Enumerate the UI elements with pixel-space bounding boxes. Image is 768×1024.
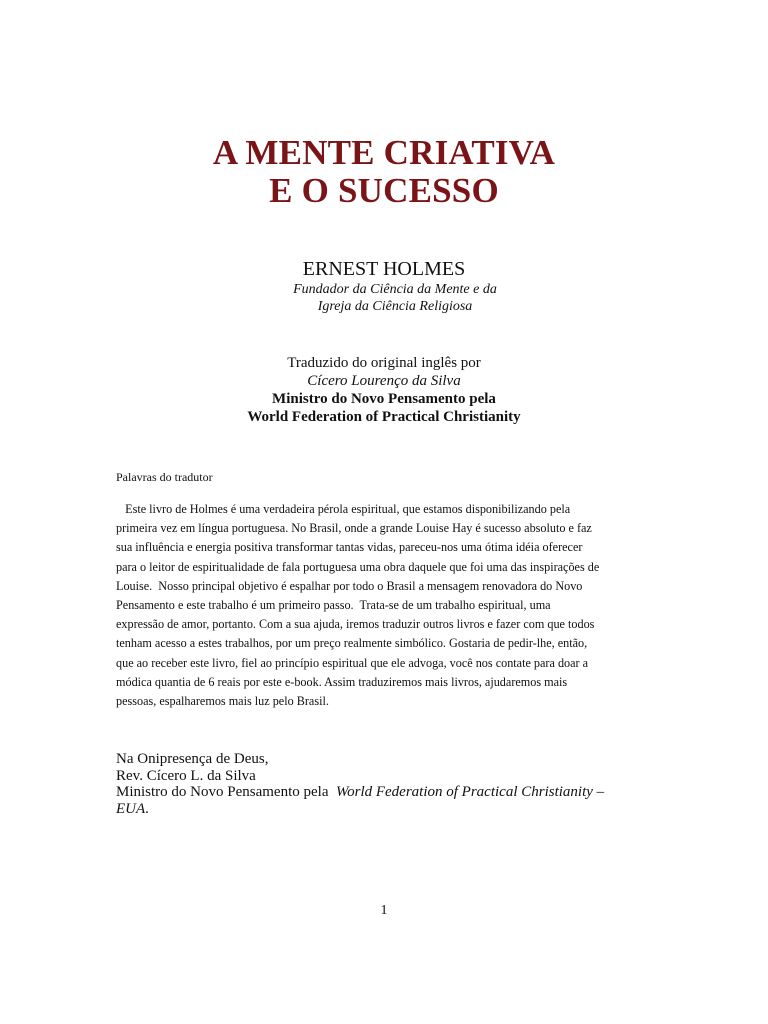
paragraph-line: Louise. Nosso principal objetivo é espalhar por todo o Brasil a mensagem renovadora do Novo <box>116 578 583 593</box>
author-affiliation-line-2: Igreja da Ciência Religiosa <box>317 299 473 314</box>
signature-block <box>116 751 656 817</box>
author-name: ERNEST HOLMES <box>302 258 466 280</box>
paragraph-line: que ao receber este livro, fiel ao princípio espiritual que ele advoga, você nos contate para doar a <box>116 655 589 670</box>
author-block <box>0 257 768 315</box>
translator-block <box>0 354 768 426</box>
signature-country-suffix: . <box>145 800 149 817</box>
book-title <box>0 134 768 210</box>
paragraph-line: módica quantia de 6 reais por este e-book. Assim traduziremos mais livros, ajudaremos mais <box>116 674 568 689</box>
signature-title <box>116 784 656 801</box>
section-heading: Palavras do tradutor <box>116 470 213 484</box>
signature-organization: World Federation of Practical Christianity – <box>335 784 605 800</box>
paragraph-line: para o leitor de espiritualidade de fala portuguesa uma obra daquele que foi uma das inspirações de <box>116 559 600 574</box>
signature-country-name: EUA <box>116 800 146 817</box>
paragraph-line: pessoas, espalharemos mais luz pelo Brasil. <box>116 694 329 709</box>
paragraph-line: sua influência e energia positiva transformar tantas vidas, pareceu-nos uma ótima idéia oferecer <box>116 540 583 555</box>
paragraph-line: tenham acesso a estes trabalhos, por um preço realmente simbólico. Gostaria de pedir-lhe, então, <box>116 636 588 651</box>
translator-name: Cícero Lourenço da Silva <box>307 373 461 389</box>
translator-role: Ministro do Novo Pensamento pela <box>272 391 496 407</box>
translator-intro: Traduzido do original inglês por <box>287 355 481 371</box>
paragraph-line: Pensamento e este trabalho é um primeiro passo. Trata-se de um trabalho espiritual, uma <box>116 598 551 613</box>
translator-note-paragraph <box>116 500 650 711</box>
signature-name: Rev. Cícero L. da Silva <box>116 767 256 784</box>
author-affiliation-line-1: Fundador da Ciência da Mente e da <box>293 282 497 297</box>
title-line-1: A MENTE CRIATIVA <box>212 133 556 172</box>
signature-country <box>116 801 656 818</box>
page-number: 1 <box>380 903 388 918</box>
title-line-2: E O SUCESSO <box>269 171 499 210</box>
signature-title-prefix: Ministro do Novo Pensamento pela <box>116 784 336 800</box>
paragraph-line: primeira vez em língua portuguesa. No Brasil, onde a grande Louise Hay é sucesso absoluto e faz <box>116 521 592 536</box>
paragraph-line: expressão de amor, portanto. Com a sua ajuda, iremos traduzir outros livros e fazer com que todos <box>116 617 595 632</box>
translator-organization: World Federation of Practical Christianity <box>247 409 521 425</box>
signature-greeting: Na Onipresença de Deus, <box>116 751 269 767</box>
paragraph-line: Este livro de Holmes é uma verdadeira pérola espiritual, que estamos disponibilizando pela <box>116 502 571 516</box>
